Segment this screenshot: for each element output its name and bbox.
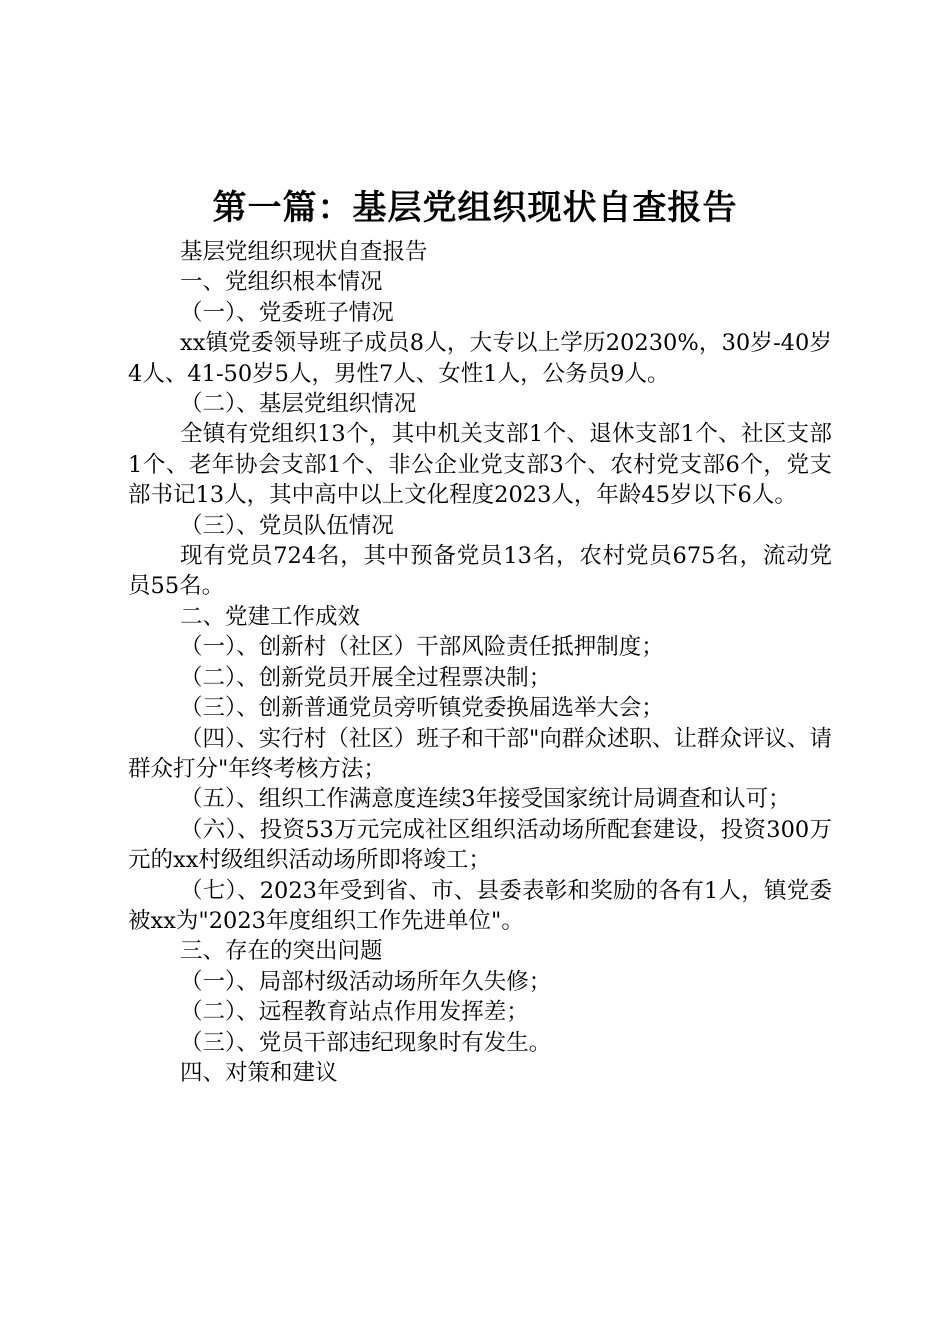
list-item: （二）、创新党员开展全过程票决制； [180, 664, 552, 691]
document-body [128, 237, 832, 1088]
document-title: 第一篇：基层党组织现状自查报告 [212, 188, 738, 228]
section-heading-2: 二、党建工作成效 [180, 603, 361, 630]
list-item: （一）、创新村（社区）干部风险责任抵押制度； [180, 634, 664, 661]
list-item: （六）、投资53万元完成社区组织活动场所配套建设，投资300万元的xx村级组织活动场所即将竣工； [128, 816, 832, 874]
list-item: （二）、远程教育站点作用发挥差； [180, 999, 529, 1026]
section-heading-3: 三、存在的突出问题 [180, 938, 383, 965]
subtitle-paragraph: 基层党组织现状自查报告 [180, 239, 428, 265]
section-heading-1: 一、党组织根本情况 [180, 269, 383, 296]
subsection-heading: （一）、党委班子情况 [180, 299, 394, 326]
section-heading-4: 四、对策和建议 [180, 1059, 338, 1086]
list-item: （七）、2023年受到省、市、县委表彰和奖励的各有1人，镇党委被xx为"2023年度组织工作先进单位"。 [128, 877, 832, 934]
body-paragraph: 现有党员724名，其中预备党员13名，农村党员675名，流动党员55名。 [128, 543, 832, 600]
list-item: （五）、组织工作满意度连续3年接受国家统计局调查和认可； [180, 786, 791, 813]
body-paragraph: xx镇党委领导班子成员8人，大专以上学历20230%，30岁-40岁4人、41-50岁5人，男性7人、女性1人，公务员9人。 [128, 330, 832, 387]
list-item: （三）、党员干部违纪现象时有发生。 [180, 1029, 552, 1056]
subsection-heading: （三）、党员队伍情况 [180, 512, 394, 539]
list-item: （三）、创新普通党员旁听镇党委换届选举大会； [180, 695, 664, 722]
list-item: （四）、实行村（社区）班子和干部"向群众述职、让群众评议、请群众打分"年终考核方法； [128, 725, 832, 782]
list-item: （一）、局部村级活动场所年久失修； [180, 968, 552, 995]
body-paragraph: 全镇有党组织13个，其中机关支部1个、退休支部1个、社区支部1个、老年协会支部1个、非公企业党支部3个、农村党支部6个，党支部书记13人，其中高中以上文化程度2023人，年龄45岁以下6人。 [128, 421, 832, 509]
subsection-heading: （二）、基层党组织情况 [180, 391, 417, 418]
